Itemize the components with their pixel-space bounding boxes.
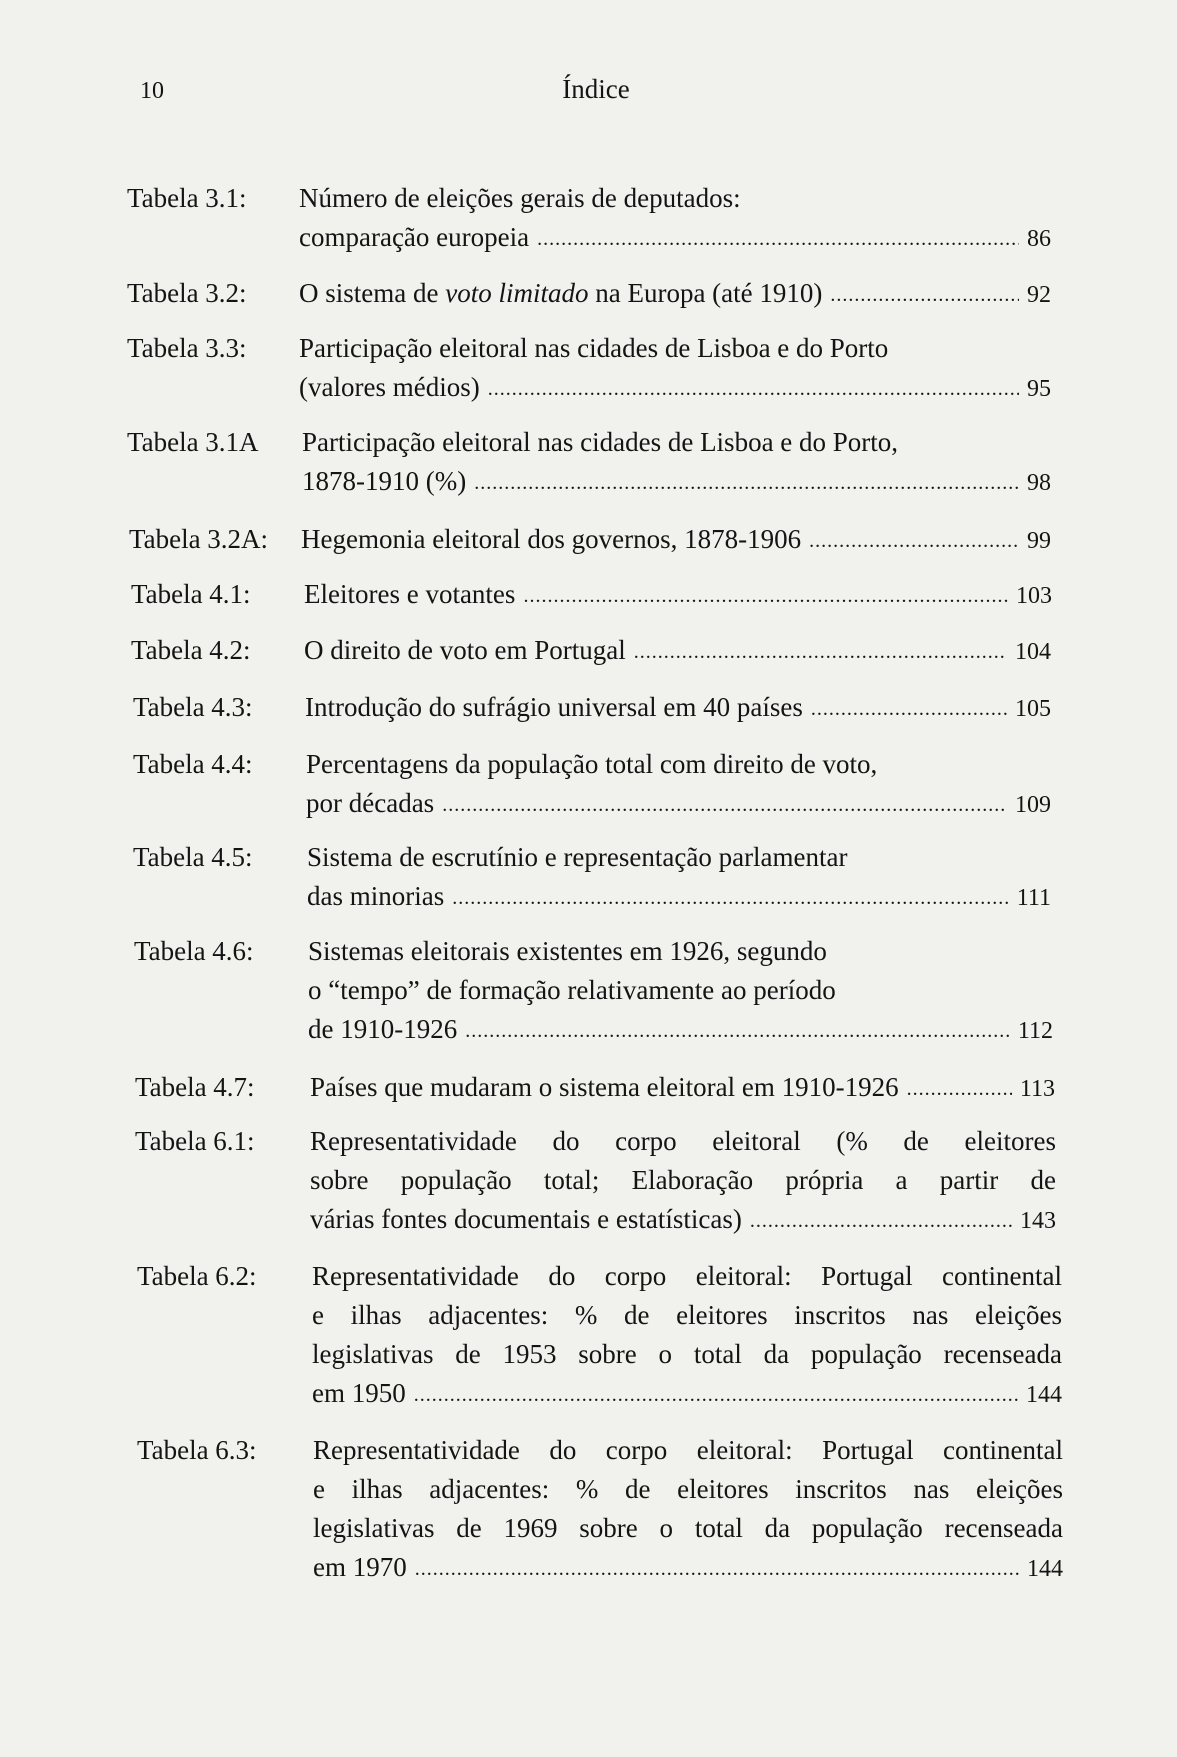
page-number: 10	[140, 78, 164, 104]
toc-entry-page: 144	[1026, 1382, 1062, 1408]
toc-entry-page: 103	[1016, 583, 1052, 609]
toc-entry-label: Tabela 6.3:	[137, 1435, 257, 1465]
toc-entry-title-line: em 1970	[313, 1552, 407, 1582]
toc-entry-label: Tabela 4.5:	[133, 842, 253, 872]
toc-entry-title-line: Percentagens da população total com direito de voto,	[306, 749, 878, 779]
toc-entry-label: Tabela 6.1:	[135, 1126, 255, 1156]
toc-entry-title-line: o “tempo” de formação relativamente ao período	[308, 975, 836, 1005]
toc-entry-label: Tabela 3.1A	[127, 427, 259, 457]
toc-entry-title-line: Participação eleitoral nas cidades de Lisboa e do Porto	[299, 333, 889, 363]
dot-leader	[907, 1070, 1012, 1109]
dot-leader	[452, 879, 1009, 918]
toc-entry-page: 86	[1027, 226, 1051, 252]
toc-entry-title-line: legislativas de 1969 sobre o total da população recenseada	[313, 1513, 1063, 1543]
toc-entry-title-line: comparação europeia	[299, 222, 530, 252]
toc-entry-page: 112	[1017, 1018, 1053, 1044]
toc-entry-title-line: O sistema de voto limitado na Europa (até 1910)	[299, 278, 823, 308]
dot-leader	[830, 276, 1019, 315]
toc-entry-page: 113	[1019, 1076, 1055, 1102]
toc-entry-page: 105	[1015, 696, 1051, 722]
toc-entry-label: Tabela 4.2:	[131, 635, 251, 665]
toc-entry-title-line: (valores médios)	[299, 372, 480, 402]
toc-entry-title-line: Sistema de escrutínio e representação parlamentar	[307, 842, 848, 872]
toc-entry-title-line: várias fontes documentais e estatísticas)	[310, 1204, 742, 1234]
toc-entry-title-line: Representatividade do corpo eleitoral: Portugal continental	[312, 1261, 1062, 1291]
dot-leader	[415, 1550, 1019, 1589]
dot-leader	[474, 464, 1019, 503]
toc-entry-title-line: Representatividade do corpo eleitoral (% de eleitores	[310, 1126, 1056, 1156]
dot-leader	[634, 633, 1007, 672]
dot-leader	[750, 1202, 1012, 1241]
toc-entry-title-line: das minorias	[307, 881, 445, 911]
toc-entry-title-line: legislativas de 1953 sobre o total da população recenseada	[312, 1339, 1062, 1369]
running-head-title: Índice	[562, 74, 630, 104]
dot-leader	[523, 577, 1008, 616]
toc-entry-page: 111	[1016, 885, 1051, 911]
toc-entry-label: Tabela 3.2A:	[129, 524, 269, 554]
toc-entry-title-line: por décadas	[306, 788, 435, 818]
toc-entry-label: Tabela 4.3:	[133, 692, 253, 722]
toc-entry-label: Tabela 4.1:	[131, 579, 251, 609]
toc-entry-page: 143	[1020, 1208, 1056, 1234]
toc-entry-title-line: Hegemonia eleitoral dos governos, 1878-1906	[301, 524, 802, 554]
toc-entry-title-line: O direito de voto em Portugal	[304, 635, 626, 665]
toc-entry-title-line: Número de eleições gerais de deputados:	[299, 183, 741, 213]
dot-leader	[442, 786, 1007, 825]
toc-entry-label: Tabela 4.4:	[133, 749, 253, 779]
toc-entry-label: Tabela 3.1:	[127, 183, 247, 213]
toc-entry-page: 98	[1027, 470, 1051, 496]
toc-entry-title-line: Introdução do sufrágio universal em 40 países	[305, 692, 803, 722]
toc-entry-page: 95	[1027, 376, 1051, 402]
toc-entry-title-line: Representatividade do corpo eleitoral: Portugal continental	[313, 1435, 1063, 1465]
toc-entry-title-line: sobre população total; Elaboração própria a partir de	[310, 1165, 1056, 1195]
toc-entry-title-line: e ilhas adjacentes: % de eleitores inscritos nas eleições	[312, 1300, 1062, 1330]
toc-entry-title-line: em 1950	[312, 1378, 406, 1408]
toc-entry-title-line: Eleitores e votantes	[304, 579, 516, 609]
toc-entry-page: 109	[1015, 792, 1051, 818]
toc-entry-label: Tabela 3.3:	[127, 333, 247, 363]
dot-leader	[537, 220, 1019, 259]
dot-leader	[809, 522, 1019, 561]
toc-entry-page: 99	[1027, 528, 1051, 554]
toc-entry-title-line: Sistemas eleitorais existentes em 1926, segundo	[308, 936, 827, 966]
toc-entry-title-emphasis: voto limitado	[445, 278, 589, 308]
toc-entry-label: Tabela 6.2:	[137, 1261, 257, 1291]
toc-entry-page: 144	[1027, 1556, 1063, 1582]
toc-entry-title-line: Participação eleitoral nas cidades de Lisboa e do Porto,	[302, 427, 899, 457]
dot-leader	[488, 370, 1019, 409]
toc-entry-title-line: de 1910-1926	[308, 1014, 458, 1044]
toc-entry-page: 104	[1015, 639, 1051, 665]
toc-entry-label: Tabela 4.6:	[134, 936, 254, 966]
toc-entry-label: Tabela 3.2:	[127, 278, 247, 308]
toc-entry-title-line: 1878-1910 (%)	[302, 466, 467, 496]
toc-entry-page: 92	[1027, 282, 1051, 308]
dot-leader	[811, 690, 1007, 729]
dot-leader	[414, 1376, 1018, 1415]
toc-entry-label: Tabela 4.7:	[135, 1072, 255, 1102]
toc-entry-title-line: Países que mudaram o sistema eleitoral em 1910-1926	[310, 1072, 899, 1102]
dot-leader	[465, 1012, 1010, 1051]
toc-entry-title-line: e ilhas adjacentes: % de eleitores inscritos nas eleições	[313, 1474, 1063, 1504]
